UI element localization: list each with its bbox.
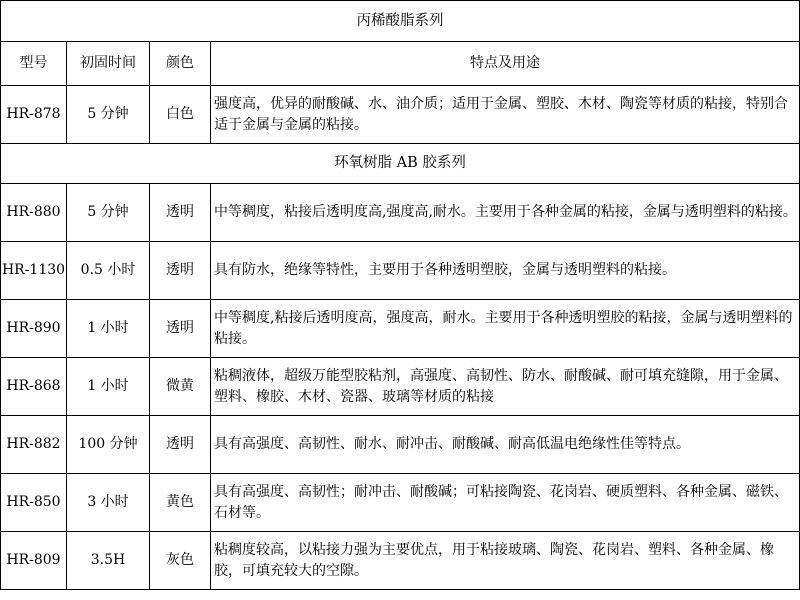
cell-model: HR-850 (1, 474, 67, 532)
cell-features: 强度高，优异的耐酸碱、水、油介质；适用于金属、塑胶、木材、陶瓷等材质的粘接，特别合适于金属与金属的粘接。 (211, 86, 800, 144)
section-title-epoxy: 环氧树脂 AB 胶系列 (1, 144, 800, 184)
section-title-acrylic: 丙稀酸脂系列 (1, 1, 800, 42)
table-header-row (1, 42, 800, 86)
cell-features: 中等稠度，粘接后透明度高,强度高,耐水。主要用于各种金属的粘接，金属与透明塑料的粘接。 (211, 184, 800, 242)
section-title-row (1, 1, 800, 42)
cell-cure-time: 100 分钟 (67, 416, 150, 474)
cell-cure-time: 3.5H (67, 532, 150, 590)
cell-color: 灰色 (150, 532, 211, 590)
cell-features: 粘稠液体，超级万能型胶粘剂，高强度、高韧性、防水、耐酸碱、耐可填充缝隙，用于金属、塑料、橡胶、木材、瓷器、玻璃等材质的粘接 (211, 358, 800, 416)
cell-features: 中等稠度,粘接后透明度高，强度高，耐水。主要用于各种透明塑胶的粘接，金属与透明塑料的粘接。 (211, 300, 800, 358)
header-features: 特点及用途 (211, 42, 800, 86)
cell-color: 白色 (150, 86, 211, 144)
cell-color: 微黄 (150, 358, 211, 416)
header-color: 颜色 (150, 42, 211, 86)
header-cure-time: 初固时间 (67, 42, 150, 86)
cell-model: HR-868 (1, 358, 67, 416)
table-row (1, 300, 800, 358)
cell-model: HR-1130 (1, 242, 67, 300)
table-row (1, 86, 800, 144)
header-model: 型号 (1, 42, 67, 86)
table-row (1, 184, 800, 242)
table-row (1, 358, 800, 416)
section-title-row (1, 144, 800, 184)
cell-model: HR-878 (1, 86, 67, 144)
cell-features: 具有高强度、高韧性；耐冲击、耐酸碱；可粘接陶瓷、花岗岩、硬质塑料、各种金属、磁铁、石材等。 (211, 474, 800, 532)
cell-features: 粘稠度较高，以粘接力强为主要优点，用于粘接玻璃、陶瓷、花岗岩、塑料、各种金属、橡胶，可填充较大的空隙。 (211, 532, 800, 590)
cell-features: 具有防水，绝缘等特性，主要用于各种透明塑胶，金属与透明塑料的粘接。 (211, 242, 800, 300)
cell-cure-time: 5 分钟 (67, 86, 150, 144)
cell-cure-time: 1 小时 (67, 300, 150, 358)
table-row (1, 532, 800, 590)
cell-color: 透明 (150, 416, 211, 474)
cell-cure-time: 0.5 小时 (67, 242, 150, 300)
cell-model: HR-882 (1, 416, 67, 474)
cell-features: 具有高强度、高韧性、耐水、耐冲击、耐酸碱、耐高低温电绝缘性佳等特点。 (211, 416, 800, 474)
cell-color: 透明 (150, 300, 211, 358)
cell-model: HR-880 (1, 184, 67, 242)
cell-model: HR-890 (1, 300, 67, 358)
cell-color: 透明 (150, 184, 211, 242)
table-row (1, 474, 800, 532)
cell-cure-time: 1 小时 (67, 358, 150, 416)
cell-model: HR-809 (1, 532, 67, 590)
cell-color: 黄色 (150, 474, 211, 532)
cell-cure-time: 3 小时 (67, 474, 150, 532)
cell-color: 透明 (150, 242, 211, 300)
cell-cure-time: 5 分钟 (67, 184, 150, 242)
table-row (1, 416, 800, 474)
table-row (1, 242, 800, 300)
